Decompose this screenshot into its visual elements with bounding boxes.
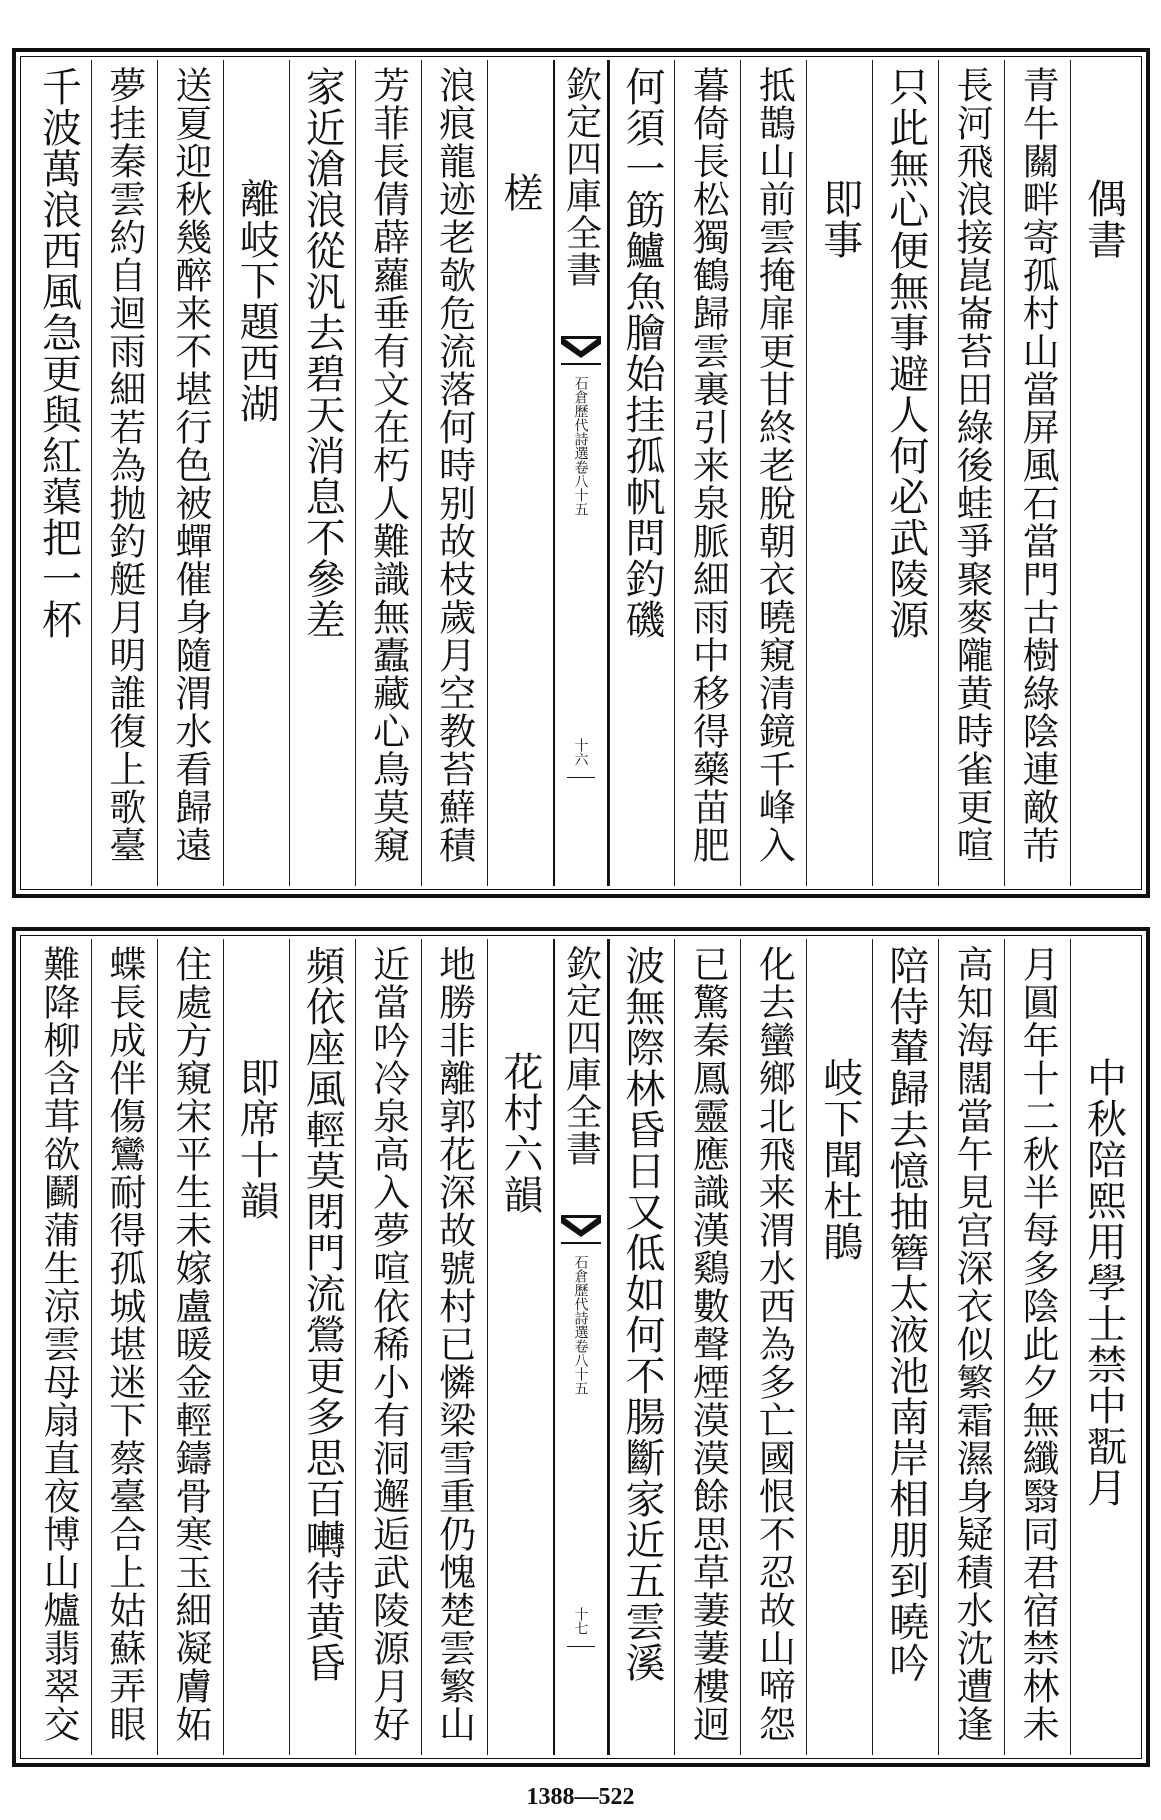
text-column [674,60,740,886]
upper-page-panel [12,48,1150,898]
poem-line: 高知海闊當午見宫深衣似繁霜濕身疑積水沈遭逢 [950,945,994,1743]
text-column [674,939,740,1755]
text-column [91,60,157,886]
poem-line: 暮倚長松獨鶴歸雲裏引来泉脈細雨中移得藥苗肥 [686,66,730,864]
poem-line: 夢挂秦雲約自迴雨細若為抛釣艇月明誰復上歌臺 [102,66,146,864]
leaf-number: 十七 [572,1607,589,1635]
source-line: 石倉歷代詩選 [572,376,589,460]
poem-line: 地勝非離郭花深故號村已憐梁雪重仍愧楚雲繁山 [432,945,476,1743]
source-line: 石倉歷代詩選 [572,1255,589,1339]
text-column [609,939,675,1755]
text-column [26,60,91,886]
fish-tail-ornament [561,1215,601,1245]
poem-line: 只此無心便無事避人何必武陵源 [882,66,929,640]
poem-title: 即席十韻 [233,1057,280,1221]
fish-tail-ornament-icon [561,336,601,366]
poem-line: 近當吟冷泉高入夢喧依稀小有洞邂逅武陵源月好 [366,945,410,1743]
poem-line: 波無際林昏日又低如何不腸斷家近五雲溪 [618,945,665,1683]
poem-line: 難降柳含茸欲鬬蒲生涼雲母扇直夜博山爐翡翠交 [36,945,80,1743]
source-line: 卷八十五 [572,460,589,516]
text-column [157,60,223,886]
lower-page-panel [12,927,1150,1767]
text-column [91,939,157,1755]
poem-title: 離岐下題西湖 [233,178,280,424]
text-column [938,60,1004,886]
fish-tail-ornament [561,336,601,366]
collection-title: 欽定四庫全書 [560,945,602,1167]
poem-line: 家近滄浪從汎去碧天消息不參差 [299,66,346,640]
poem-line: 芳菲長倩薜蘿垂有文在朽人難識無蠹藏心鳥莫窺 [366,66,410,864]
center-fold-column [553,60,609,886]
poem-title: 偶書 [1080,178,1127,260]
source-volume-label [572,1255,588,1395]
poem-title: 中秋陪熙用學士禁中翫月 [1080,1057,1127,1508]
leaf-number: 十六 [572,738,589,766]
poem-line: 化去蠻鄉北飛来渭水西為多亡國恨不忍故山啼怨 [752,945,796,1743]
text-column [157,939,223,1755]
text-column [872,939,938,1755]
poem-title: 岐下聞杜鵑 [816,1057,863,1262]
text-column [1004,60,1070,886]
leaf-rule [567,1646,595,1647]
text-column [421,939,487,1755]
text-column [289,60,355,886]
poem-line: 浪痕龍迹老欹危流落何時别故枝歲月空教苔蘚積 [432,66,476,864]
leaf-rule [567,777,595,778]
text-column [872,60,938,886]
text-column [223,939,289,1755]
poem-line: 何須一筯鱸魚膾始挂孤帆問釣磯 [618,66,665,640]
text-column [740,939,806,1755]
text-column [1070,60,1136,886]
text-column [487,60,553,886]
poem-line: 已驚秦鳳靈應識漢鷄數聲煙漠漠餘思草萋萋樓迥 [686,945,730,1743]
poem-line: 青牛關畔寄孤村山當屏風石當門古樹綠陰連敵芾 [1016,66,1060,864]
poem-title: 花村六韻 [497,1051,544,1215]
collection-title: 欽定四庫全書 [560,66,602,288]
poem-line: 抵鵲山前雲掩扉更甘終老脫朝衣曉窺清鏡千峰入 [752,66,796,864]
source-line: 卷八十五 [572,1339,589,1395]
poem-title: 槎 [497,172,544,213]
text-column [355,60,421,886]
text-column [806,939,872,1755]
fish-tail-ornament-icon [561,1215,601,1245]
lower-page-columns [26,939,1136,1755]
poem-line: 月圓年十二秋半每多陰此夕無纖翳同君宿禁林未 [1016,945,1060,1743]
poem-line: 長河飛浪接崑崙苔田綠後蛙爭聚麥隴黄時雀更喧 [950,66,994,864]
text-column [26,939,91,1755]
text-column [355,939,421,1755]
text-column [806,60,872,886]
poem-line: 陪侍輦歸去憶抽簪太液池南岸相朋到曉吟 [882,945,929,1683]
text-column [609,60,675,886]
poem-line: 頻依座風輕莫閉門流鶯更多思百囀待黄昏 [299,945,346,1683]
poem-line: 住處方窺宋平生未嫁盧暖金輕鑄骨寒玉細凝膚妬 [168,945,212,1743]
text-column [289,939,355,1755]
text-column [1004,939,1070,1755]
center-fold-column [553,939,609,1755]
text-column [938,939,1004,1755]
text-column [421,60,487,886]
poem-title: 即事 [816,178,863,260]
poem-line: 千波萬浪西風急更與紅蕖把一杯 [35,66,82,640]
text-column [223,60,289,886]
page-number-footer: 1388—522 [526,1784,635,1810]
poem-line: 送夏迎秋幾醉来不堪行色被蟬催身隨渭水看歸遠 [168,66,212,864]
upper-page-columns [26,60,1136,886]
text-column [740,60,806,886]
text-column [1070,939,1136,1755]
text-column [487,939,553,1755]
source-volume-label [572,376,588,516]
poem-line: 蝶長成伴傷鸞耐得孤城堪迷下蔡臺合上姑蘇弄眼 [102,945,146,1743]
